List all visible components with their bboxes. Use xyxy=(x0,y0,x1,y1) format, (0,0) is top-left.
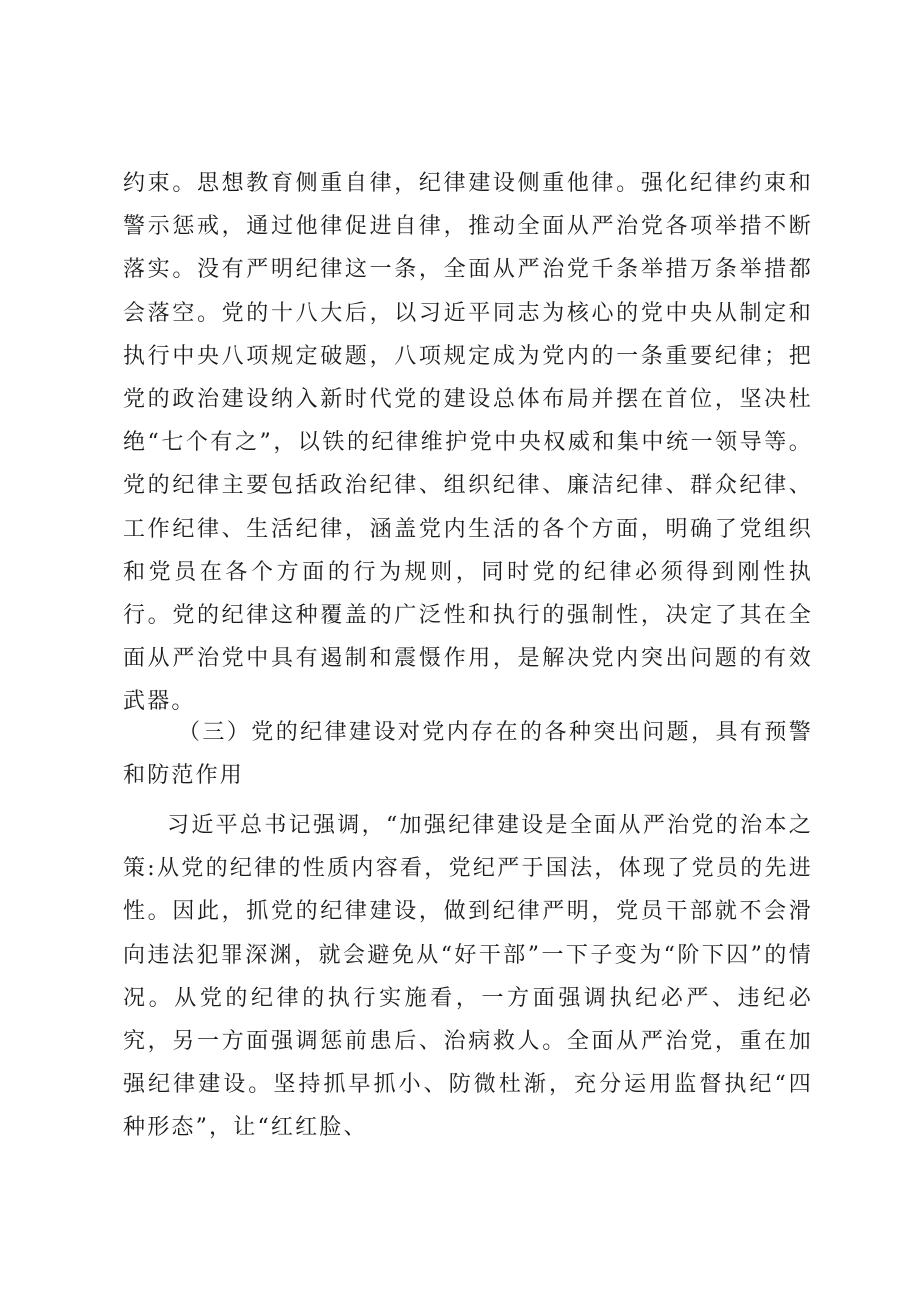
body-paragraph-1 xyxy=(123,162,813,724)
paragraph-text: 习近平总书记强调，“加强纪律建设是全面从严治党的治本之策:从党的纪律的性质内容看，党纪严于国法，体现了党员的先进性。因此，抓党的纪律建设，做到纪律严明，党员干部就不会滑向违法犯罪深渊，就会避免从“好干部”一下子变为“阶下囚”的情况。从党的纪律的执行实施看，一方面强调执纪必严、违纪必究，另一方面强调惩前患后、治病救人。全面从严治党，重在加强纪律建设。坚持抓早抓小、防微杜渐，充分运用监督执纪“四种形态”，让“红红脸、 xyxy=(123,813,813,1141)
section-heading-text: （三）党的纪律建设对党内存在的各种突出问题，具有预警和防范作用 xyxy=(123,720,813,789)
paragraph-text: 约束。思想教育侧重自律，纪律建设侧重他律。强化纪律约束和警示惩戒，通过他律促进自律，推动全面从严治党各项举措不断落实。没有严明纪律这一条，全面从严治党千条举措万条举措都会落空。党的十八大后，以习近平同志为核心的党中央从制定和执行中央八项规定破题，八项规定成为党内的一条重要纪律；把党的政治建设纳入新时代党的建设总体布局并摆在首位，坚决杜绝“七个有之”，以铁的纪律维护党中央权威和集中统一领导等。党的纪律主要包括政治纪律、组织纪律、廉洁纪律、群众纪律、工作纪律、生活纪律，涵盖党内生活的各个方面，明确了党组织和党员在各个方面的行为规则，同时党的纪律必须得到刚性执行。党的纪律这种覆盖的广泛性和执行的强制性，决定了其在全面从严治党中具有遏制和震慑作用，是解决党内突出问题的有效武器。 xyxy=(123,171,813,715)
body-paragraph-2 xyxy=(123,804,813,1150)
section-heading xyxy=(123,711,813,797)
